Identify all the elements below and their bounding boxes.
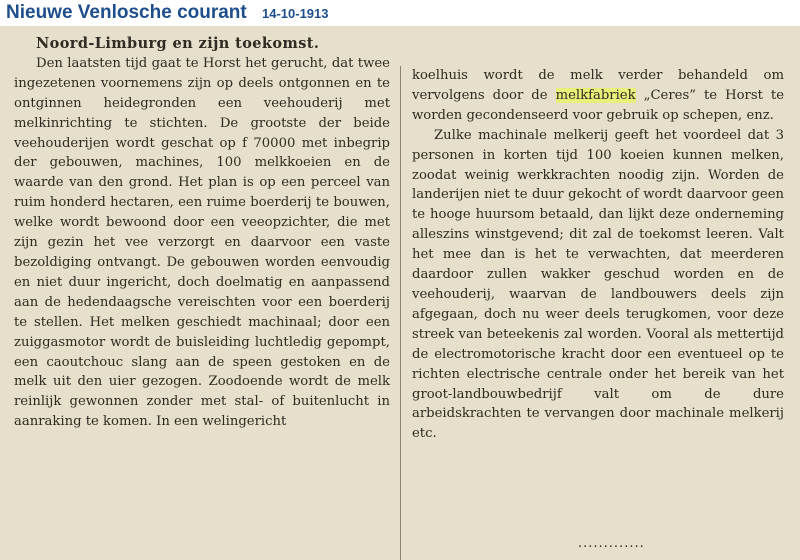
- article-paragraph-continued: [412, 66, 784, 126]
- article-column-right: [412, 66, 784, 444]
- paragraph-text: koelhuis wordt de melk verder behandeld om vervolgens door de: [412, 68, 784, 103]
- column-divider: [400, 66, 401, 560]
- article-paragraph: Den laatsten tijd gaat te Horst het gerucht, dat twee ingezetenen voornemens zijn op deels ontgonnen en te ontginnen heidegronden een veehouderij met melkinrichting te stichten. De grootste der beide veehouderijen wordt geschat op f 70000 met inbegrip der gebouwen, machines, 100 melkkoeien en de waarde van den grond. Het plan is op een perceel van ruim honderd hectaren, een ruime boerderij te bouwen, welke wordt bewoond door een veeopzichter, die met zijn gezin het vee verzorgt en daarvoor een vaste bezoldiging ontvangt. De gebouwen worden eenvoudig en niet duur ingericht, doch doelmatig en aanpassend aan de hedendaagsche vereischten voor een boerderij te stellen. Het melken geschiedt machinaal; door een zuiggasmotor wordt de buisleiding luchtledig gepompt, een caoutchouc slang aan de speen gestoken en de melk uit den uier gezogen. Zoodoende wordt de melk reinlijk gewonnen zonder met stal- of buitenlucht in aanraking te komen. In een welingericht: [14, 55, 390, 430]
- article-end-mark: .............: [578, 536, 645, 551]
- article-title: Noord-Limburg en zijn toekomst.: [36, 35, 320, 52]
- highlighted-term: melkfabriek: [555, 87, 636, 103]
- publication-date: 14-10-1913: [262, 6, 329, 21]
- newspaper-name: Nieuwe Venlosche courant: [6, 2, 247, 23]
- article-column-left: [14, 34, 390, 432]
- article-paragraph: Zulke machinale melkerij geeft het voordeel dat 3 personen in korten tijd 100 koeien kunnen melken, zoodat weinig werkkrachten noodig zijn. Worden de landerijen niet te duur gekocht of wordt daarvoor geen te hooge huursom betaald, dan lijkt deze onderneming alleszins winstgevend; dit zal de toekomst leeren. Valt het mee dan is het te verwachten, dat meerderen daardoor zullen wakker geschud worden en de veehouderij, waarvan de landbouwers deels zijn afgegaan, doch nu weer deels terugkomen, voor deze streek van beteekenis zal worden. Vooral als mettertijd de electromotorische kracht door een eventueel op te richten electrische centrale onder het bereik van het groot-landbouwbedrijf valt om de dure arbeidskrachten te vervangen door machinale melkerij etc.: [412, 127, 784, 442]
- page-header: [0, 0, 800, 26]
- newspaper-clipping: [0, 26, 800, 560]
- paragraph-text: „Ceres” te Horst te worden gecondenseerd voor gebruik op schepen, enz.: [412, 87, 784, 123]
